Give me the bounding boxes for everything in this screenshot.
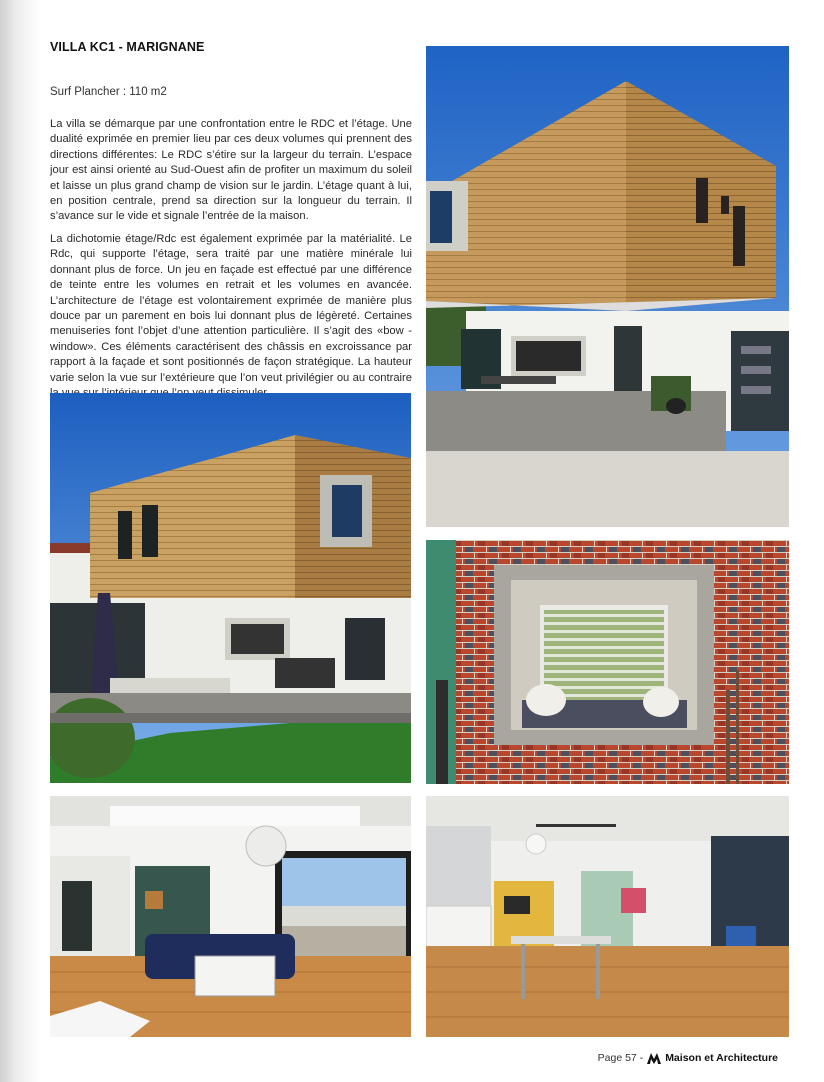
page-number: Page 57 - (597, 1052, 644, 1064)
article-title: VILLA KC1 - MARIGNANE (50, 40, 205, 54)
magazine-logo-icon (647, 1053, 661, 1064)
photo-bow-window-seat (426, 540, 789, 784)
page-footer (598, 1052, 778, 1064)
photo-exterior-garden-terrace (50, 393, 411, 783)
photo-exterior-facade-cantilever (426, 46, 789, 527)
photo-interior-living-room (50, 796, 411, 1037)
article-paragraph-2: La dichotomie étage/Rdc est également exprimée par la matérialité. Le Rdc, qui supporte l’étage, sera traité par une matière minérale lui donnant plus de force. Un jeu en façade est effectué par une différence de teinte entre les volumes en retrait et les volumes en avancée. L’architecture de l’étage est volontairement exprimée de manière plus douce par un parement en bois lui donnant plus de légèreté. Certaines menuiseries font l’objet d’une attention particulière. Il s’agit des «bow - window». Ces éléments caractérisent des châssis en excroissance par rapport à la façade et sont positionnés de façon stratégique. La hauteur varie selon la vue sur l’extérieure que l’on veut privilégier ou au contraire (50, 233, 412, 384)
magazine-brand: Maison et Architecture (665, 1052, 778, 1064)
floor-surface: Surf Plancher : 110 m2 (50, 86, 167, 98)
article-paragraph-1: La villa se démarque par une confrontation entre le RDC et l’étage. Une dualité exprimée en premier lieu par ces deux volumes qui prennent des directions différentes: Le RDC s’étire sur la largeur du terrain. L’espace jour est ainsi orienté au Sud-Ouest afin de profiter un maximum du soleil et laisse un plus grand champ de vision sur le jardin. L’étage quant à lui, en position centrale, prend sa direction sur la longueur du terrain. Il s’avance sur le vide et signale l’entrée de la maison. (50, 118, 412, 223)
page-binding-shadow (0, 0, 40, 1082)
photo-interior-dining-area (426, 796, 789, 1037)
